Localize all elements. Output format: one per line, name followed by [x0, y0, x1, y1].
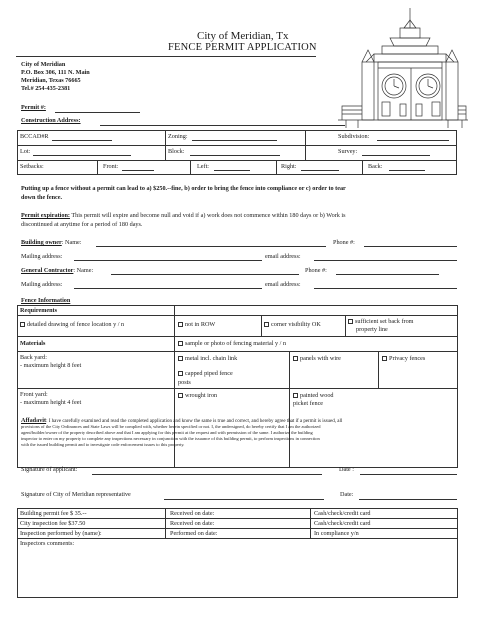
- left-label: Left:: [197, 163, 210, 170]
- checkbox-icon[interactable]: [293, 356, 298, 361]
- building-permit-fee: Building permit fee $ 35.--: [20, 510, 87, 517]
- survey-field[interactable]: [362, 155, 430, 156]
- checkbox-icon[interactable]: [178, 341, 183, 346]
- payment-method-2: Cash/check/credit card: [314, 520, 371, 527]
- owner-phone-label: Phone #:: [333, 239, 355, 246]
- subdivision-field[interactable]: [377, 140, 449, 141]
- affidavit-line-5: with the issued building permit and to investigate code enforcement issues to this property.: [21, 442, 185, 447]
- header-underline: [16, 56, 316, 57]
- lot-field[interactable]: [33, 155, 131, 156]
- city-title: City of Meridian, Tx: [197, 30, 289, 42]
- expiration-label: Permit expiration:: [21, 212, 70, 219]
- representative-signature-field[interactable]: [164, 499, 324, 500]
- front-yard-label: Front yard:: [20, 391, 48, 398]
- front-label: Front:: [103, 163, 119, 170]
- owner-mailing-field[interactable]: [74, 260, 262, 261]
- contractor-phone-label: Phone #:: [305, 267, 327, 274]
- mat-chain-link[interactable]: metal incl. chain link: [178, 356, 237, 362]
- mat-capped-pipe-line-2: posts: [178, 379, 191, 386]
- checkbox-icon[interactable]: [178, 393, 183, 398]
- construction-address-field[interactable]: [100, 125, 345, 126]
- owner-email-field[interactable]: [314, 260, 457, 261]
- received-on-date-1: Received on date:: [170, 510, 215, 517]
- block-field[interactable]: [190, 155, 280, 156]
- req-corner-visibility[interactable]: corner visibility OK: [264, 322, 321, 328]
- checkbox-icon[interactable]: [264, 322, 269, 327]
- property-table: [17, 130, 457, 175]
- checkbox-icon[interactable]: [178, 356, 183, 361]
- warning-line-2: down the fence.: [21, 194, 63, 201]
- permit-number-field[interactable]: [55, 112, 140, 113]
- inspectors-comments-field[interactable]: [19, 550, 456, 596]
- mat-painted-wood[interactable]: painted wood: [293, 393, 334, 399]
- req-setback[interactable]: sufficient set back from: [348, 319, 413, 325]
- bccad-field[interactable]: [52, 140, 112, 141]
- received-on-date-2: Received on date:: [170, 520, 215, 527]
- contractor-name-row: General Contractor: Name:: [21, 267, 94, 274]
- requirements-header: Requirements: [20, 307, 58, 314]
- subdivision-label: Subdivision:: [338, 133, 370, 140]
- back-label: Back:: [368, 163, 383, 170]
- contractor-email-label: email address:: [265, 281, 301, 288]
- req-setback-line-2: property line: [356, 326, 388, 333]
- form-title: FENCE PERMIT APPLICATION: [168, 42, 317, 53]
- affidavit-line-1: Affadavit: I have carefully examined and read the completed application and know the same is true and correct, and hereby agree that if a permit is issued, all: [21, 417, 343, 424]
- mat-panels-wire[interactable]: panels with wire: [293, 356, 341, 362]
- zoning-label: Zoning:: [168, 133, 188, 140]
- req-not-in-row[interactable]: not in ROW: [178, 322, 215, 328]
- checkbox-icon[interactable]: [348, 319, 353, 324]
- address-line-3: Meridian, Texas 76665: [21, 77, 81, 84]
- compliance-status: In compliance y/n: [314, 530, 359, 537]
- contractor-phone-field[interactable]: [336, 274, 439, 275]
- applicant-signature-field[interactable]: [92, 474, 322, 475]
- affidavit-label: Affadavit: [21, 417, 47, 424]
- affidavit-line-2: provisions of the City Ordinances and State Laws will be complied with, whether herein specified or not. I, the undersigned, do hereby certify that I am the authorized: [21, 424, 321, 429]
- address-line-4: Tel.# 254-435-2381: [21, 85, 71, 92]
- owner-name-row: Building owner: Name:: [21, 239, 82, 246]
- date-field-2[interactable]: [359, 499, 457, 500]
- date-label-1: Date :: [339, 466, 354, 473]
- expiration-line-1: Permit expiration: This permit will expire and become null and void if a) work does not commence within 180 days or b) Work is: [21, 212, 346, 219]
- left-field[interactable]: [214, 170, 250, 171]
- performed-on-date: Performed on date:: [170, 530, 218, 537]
- checkbox-icon[interactable]: [178, 371, 183, 376]
- affidavit-line-3: agent/builder/owner of the property described above and that I am applying for this permit at the request and with permission of the same. I authorize the building: [21, 430, 313, 435]
- checkbox-icon[interactable]: [178, 322, 183, 327]
- mat-wrought-iron[interactable]: wrought iron: [178, 393, 217, 399]
- address-line-2: P.O. Box 306, 111 N. Main: [21, 69, 90, 76]
- mat-capped-pipe[interactable]: capped piped fence: [178, 371, 233, 377]
- back-yard-label: Back yard:: [20, 354, 47, 361]
- lot-label: Lot:: [20, 148, 31, 155]
- checkbox-icon[interactable]: [20, 322, 25, 327]
- materials-header: Materials: [20, 340, 46, 347]
- affidavit-line-4: inspector to enter on my property to complete any inspections necessary in conjunction with the issuance of this building permit, to perform inspections in connection: [21, 436, 320, 441]
- contractor-email-field[interactable]: [314, 288, 457, 289]
- inspectors-comments-label: Inspectors comments:: [20, 540, 75, 547]
- mat-sample[interactable]: sample or photo of fencing material y / n: [178, 341, 286, 347]
- contractor-mailing-label: Mailing address:: [21, 281, 63, 288]
- date-label-2: Date:: [340, 491, 354, 498]
- mat-painted-wood-line-2: picket fence: [293, 400, 324, 407]
- contractor-name-field[interactable]: [111, 274, 299, 275]
- expiration-line-2: discontinued at anytime for a period of 180 days.: [21, 221, 143, 228]
- inspection-performed-by: Inspection performed by (name):: [20, 530, 102, 537]
- req-drawing[interactable]: detailed drawing of fence location y / n: [20, 322, 124, 328]
- survey-label: Survey:: [338, 148, 358, 155]
- zoning-field[interactable]: [192, 140, 277, 141]
- representative-signature-label: Signature of City of Meridian representative: [21, 491, 131, 498]
- owner-name-field[interactable]: [96, 246, 326, 247]
- contractor-mailing-field[interactable]: [74, 288, 262, 289]
- front-yard-height: - maximum height 4 feet: [20, 399, 82, 406]
- warning-line-1: Putting up a fence without a permit can lead to a) $250.--fine, b) order to bring the fence into compliance or c) order to tear: [21, 185, 346, 192]
- right-field[interactable]: [301, 170, 339, 171]
- owner-phone-field[interactable]: [364, 246, 457, 247]
- owner-email-label: email address:: [265, 253, 301, 260]
- fence-information-heading: Fence Information: [21, 297, 71, 304]
- construction-address-label: Construction Address:: [21, 117, 81, 124]
- address-line-1: City of Meridian: [21, 61, 66, 68]
- city-inspection-fee: City inspection fee $37.50: [20, 520, 86, 527]
- block-label: Block:: [168, 148, 185, 155]
- mat-privacy[interactable]: Privacy fences: [382, 356, 425, 362]
- checkbox-icon[interactable]: [382, 356, 387, 361]
- owner-mailing-label: Mailing address:: [21, 253, 63, 260]
- applicant-signature-label: Signature of applicant:: [21, 466, 78, 473]
- bccad-label: BCCAD#R: [20, 133, 49, 140]
- right-label: Right:: [281, 163, 297, 170]
- general-contractor-label: General Contractor: [21, 267, 74, 274]
- clock-tower-illustration: [338, 6, 468, 134]
- date-field-1[interactable]: [360, 474, 457, 475]
- permit-number-label: Permit #:: [21, 104, 46, 111]
- back-field[interactable]: [389, 170, 425, 171]
- checkbox-icon[interactable]: [293, 393, 298, 398]
- back-yard-height: - maximum height 8 feet: [20, 362, 82, 369]
- setbacks-label: Setbacks:: [20, 163, 44, 170]
- payment-method-1: Cash/check/credit card: [314, 510, 371, 517]
- front-field[interactable]: [122, 170, 154, 171]
- building-owner-label: Building owner: [21, 239, 62, 246]
